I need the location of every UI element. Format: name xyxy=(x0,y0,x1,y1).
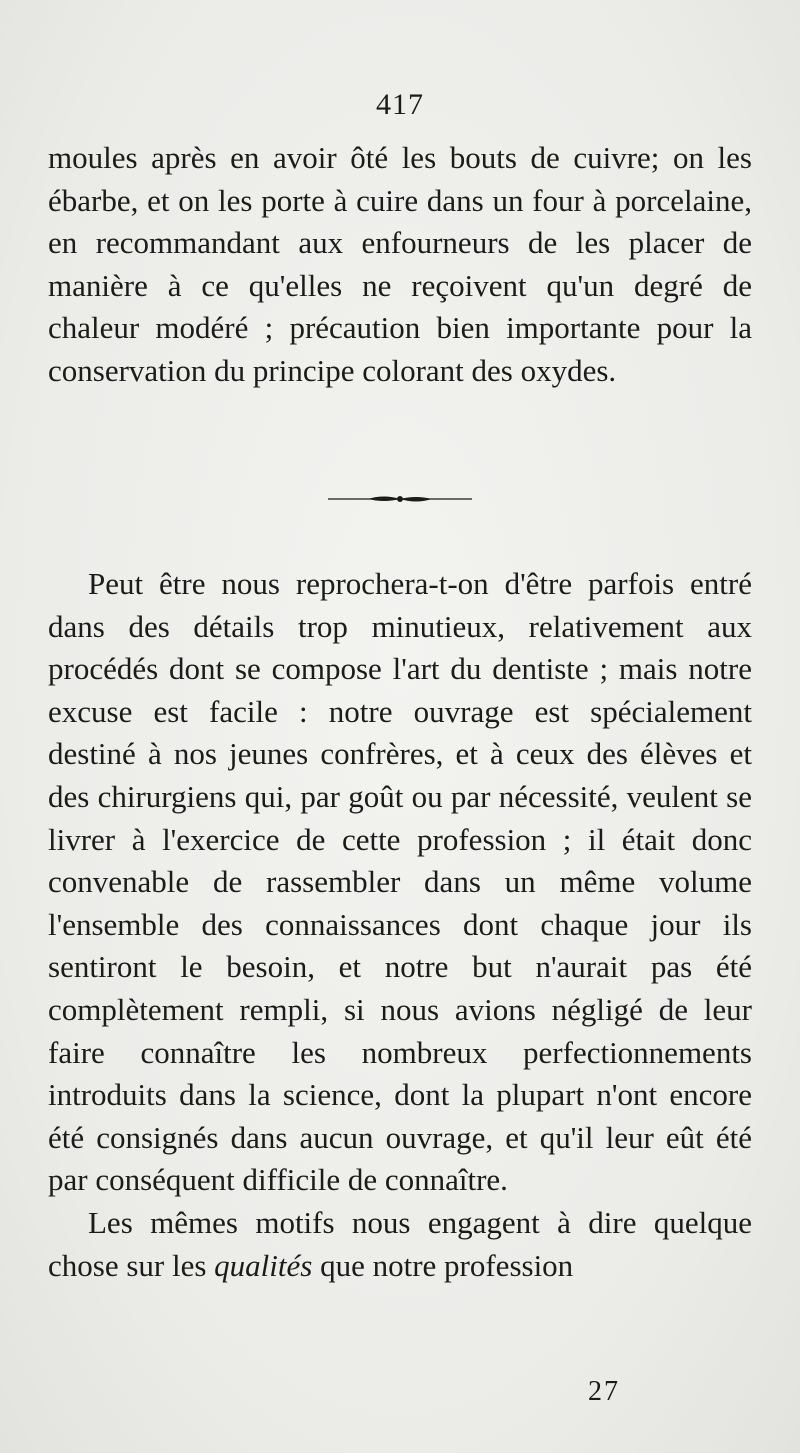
paragraph-1: moules après en avoir ôté les bouts de cuivre; on les ébarbe, et on les porte à cuire dans un four à porcelaine, en recommandant aux enfourneurs de les placer de manière à ce qu'elles ne reçoivent qu'un degré de chaleur modéré ; précaution bien importante pour la conservation du principe colorant des oxydes. xyxy=(48,140,752,388)
emphasized-word: qualités xyxy=(214,1247,313,1283)
paragraph-3 xyxy=(48,1202,752,1287)
text-block-main xyxy=(48,563,752,1287)
paragraph-3-end: que notre profession xyxy=(312,1247,574,1283)
paragraph-3-start: Les mêmes motifs nous engagent à dire quelque chose sur les xyxy=(48,1204,752,1283)
page-number: 417 xyxy=(376,88,424,121)
signature-mark: 27 xyxy=(588,1376,620,1407)
paragraph-2: Peut être nous reprochera-t-on d'être parfois entré dans des détails trop minutieux, relativement aux procédés dont se compose l'art du dentiste ; mais notre excuse est facile : notre ouvrage est spécialement destiné à nos jeunes confrères, et à ceux des élèves et des chirurgiens qui, par goût ou par nécessité, veulent se livrer à l'exercice de cette profession ; il était donc convenable de rassembler dans un même volume l'ensemble des connaissances dont chaque jour ils sentiront le besoin, et notre but n'aurait pas été complètement rempli, si nous avions négligé de leur faire connaître les nombreux perfectionnements introduits dans la science, dont la plupart n'ont encore été consignés dans aucun ouvrage, et qu'il leur eût été par conséquent difficile de connaître. xyxy=(48,566,752,1198)
ornamental-divider xyxy=(328,492,472,506)
text-block-top xyxy=(48,137,752,393)
